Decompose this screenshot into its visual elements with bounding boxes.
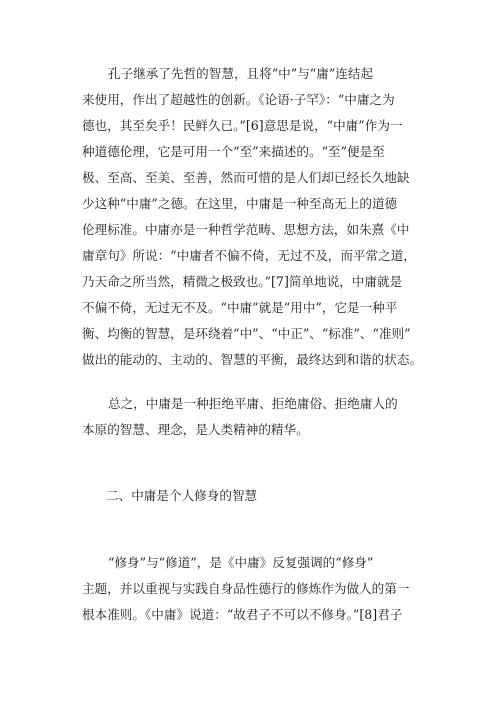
paragraph-2-line-1: 总之，中庸是一种拒绝平庸、拒绝庸俗、拒绝庸人的	[108, 396, 398, 411]
section-heading: 二、中庸是个人修身的智慧	[106, 488, 258, 503]
paragraph-1-line-6: 少这种“中庸”之德。在这里，中庸是一种至高无上的道德	[82, 196, 398, 211]
paragraph-1-line-3: 德也，其至矣乎！民鲜久已。”[6]意思是说，“中庸”作为一	[82, 118, 403, 133]
paragraph-2-line-2: 本原的智慧、理念，是人类精神的精华。	[82, 422, 309, 437]
paragraph-1-line-5: 极、至高、至美、至善，然而可惜的是人们却已经长久地缺	[82, 170, 410, 185]
paragraph-3-line-1: “修身”与“修道”，是《中庸》反复强调的“修身”	[108, 555, 374, 570]
paragraph-1-line-2: 来使用，作出了超越性的创新。《论语·子罕》：“中庸之为	[82, 92, 395, 107]
paragraph-3-line-3: 根本准则。《中庸》说道：“故君子不可以不修身。”[8]君子	[82, 607, 403, 622]
paragraph-1-line-7: 伦理标准。中庸亦是一种哲学范畴、思想方法，如朱熹《中	[82, 222, 410, 237]
paragraph-1-line-9: 乃天命之所当然，精微之极致也。”[7]简单地说，中庸就是	[82, 274, 403, 289]
paragraph-1-line-1: 孔子继承了先哲的智慧，且将“中”与“庸”连结起	[108, 66, 374, 81]
paragraph-3-line-2: 主题，并以重视与实践自身品性德行的修炼作为做人的第一	[82, 581, 410, 596]
paragraph-1-line-10: 不偏不倚，无过无不及。“中庸”就是“用中”，它是一种平	[82, 300, 398, 315]
paragraph-1-line-12: 做出的能动的、主动的、智慧的平衡，最终达到和谐的状态。	[82, 352, 423, 367]
paragraph-1-line-8: 庸章句》所说：“中庸者不偏不倚，无过不及，而平常之道，	[82, 248, 416, 263]
paragraph-1-line-11: 衡、均衡的智慧，是环绕着“中”、“中正”、“标准”、“准则”	[82, 326, 411, 341]
paragraph-1-line-4: 种道德伦理，它是可用一个“至”来描述的。“至”便是至	[82, 144, 385, 159]
